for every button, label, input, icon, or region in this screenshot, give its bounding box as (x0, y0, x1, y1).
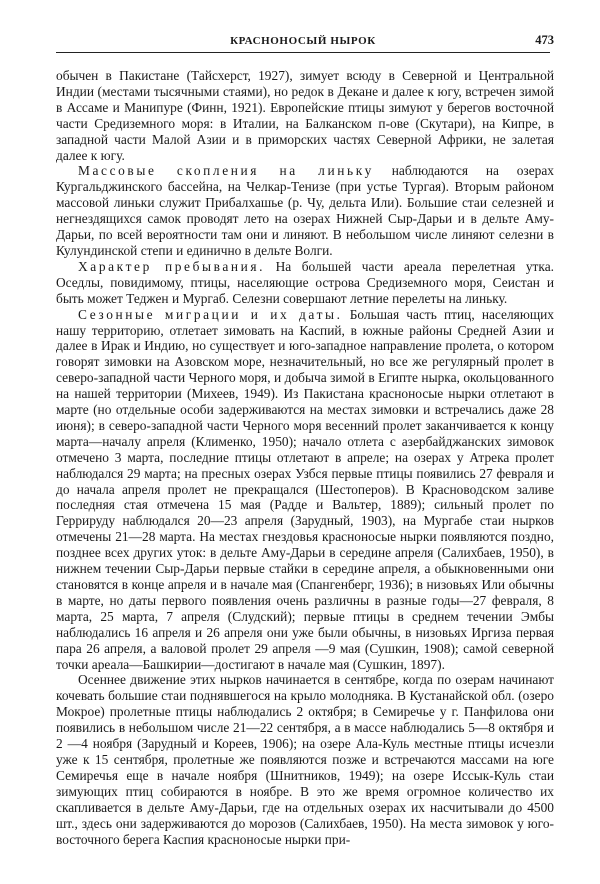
paragraph-text: Осеннее движение этих нырков начинается в сентябре, когда по озерам начинают кочевать большие стаи поднявшегося на крыло молодняка. В Кустанайской обл. (озеро Мокрое) пролетные птицы наблюдались 2 октября; в Семиречье у г. Панфилова они появились в небольшом числе 21—22 сентября, а в массе наблюдались 5—8 октября и 2 —4 ноября (Зарудный и Кореев, 1906); на озере Ала-Куль местные птицы исчезли уже к 15 сентября, пролетные же появляются позже и встречаются массами на юге Семиречья еще в начале ноября (Шнитников, 1949); на озере Иссык-Куль стаи зимующих птиц собираются в ноябре. В это же время огромное количество их скапливается в дельте Аму-Дарьи, где на отдельных озерах их насчитывали до 4500 шт., здесь они задерживаются до морозов (Салихбаев, 1950). На места зимовок у юго-восточного берега Каспия красноносые нырки при- (56, 672, 554, 847)
paragraph-migrations (56, 307, 554, 673)
paragraph-molting (56, 163, 554, 258)
page-header (56, 33, 554, 53)
section-lead: Характер пребывания. (78, 258, 266, 274)
section-lead: Сезонные миграции и их даты. (78, 306, 343, 322)
section-lead: Массовые скопления на линьку (78, 163, 374, 179)
paragraph-residency (56, 259, 554, 307)
page-number: 473 (535, 33, 554, 47)
paragraph-wintering (56, 68, 554, 163)
paragraph-autumn (56, 672, 554, 847)
paragraph-text: обычен в Пакистане (Тайсхерст, 1927), зимует всюду в Северной и Центральной Индии (местами тысячными стаями), но редок в Декане и далее к югу, встречен зимой в Ассаме и Манипуре (Финн, 1921). Европейские птицы зимуют у берегов восточной части Средиземного моря: в Италии, на Балканском п-ове (Скутари), на Кипре, в западной части Малой Азии и в приморских частях Северной Африки, не залетая далее к югу. (56, 68, 554, 163)
body-text (56, 68, 554, 847)
paragraph-text: Большая часть птиц, населяющих нашу территорию, отлетает зимовать на Каспий, в южные районы Средней Азии и далее в Ирак и Индию, но существует и юго-западное направление пролета, о котором говорят зимовки на Азовском море, незначительный, но все же регулярный пролет в северо-западной части Черного моря, и добыча зимой в Египте нырка, окольцованного на нашей территории (Михеев, 1949). Из Пакистана красноносые нырки отлетают в марте (но отдельные особи задерживаются на местах зимовки и встречались даже 28 июня); в северо-западной части Черного моря весенний пролет заканчивается к концу марта—началу апреля (Клименко, 1950); начало отлета с азербайджанских зимовок отмечено 3 марта, последние птицы отлетают в апреле; на озерах у Атрека пролет наблюдался 29 марта; на пресных озерах Узбся первые птицы появились 27 февраля и до начала апреля пролет не прекращался (Шестоперов). В Красноводском заливе последняя стая отмечена 15 мая (Радде и Вальтер, 1889); сильный пролет по Геррируду наблюдался 20—23 апреля (Зарудный, 1903), на Мургабе стаи нырков отмечены 21—28 марта. На местах гнездовья красноносые нырки появляются поздно, позднее всех других уток: в дельте Аму-Дарьи в середине апреля (Салихбаев, 1950), в нижнем течении Сыр-Дарьи первые стайки в середине апреля, а обыкновенными они становятся в конце апреля и в начале мая (Спангенберг, 1936); в низовьях Или обычны в марте, но даты первого появления очень различны в разные годы—27 февраля, 8 марта, 25 марта, 7 апреля (Слудский); первые птицы в среднем течении Эмбы наблюдались 16 апреля и 26 апреля они уже были обычны, в низовьях Иргиза первая пара 26 апреля, а валовой пролет 29 апреля —9 мая (Сушкин, 1908); самой северной точки ареала—Башкирии—достигают в начале мая (Сушкин, 1897). (56, 306, 554, 672)
running-title: КРАСНОНОСЫЙ НЫРОК (230, 35, 376, 47)
paragraph-text: На большей части ареала перелетная утка. Оседлы, повидимому, птицы, населяющие острова Средиземного моря, Сеистан и быть может Теджен и Мургаб. Селезни совершают летние перелеты на линьку. (56, 258, 554, 306)
paragraph-text: наблюдаются на озерах Кургальджинского бассейна, на Челкар-Тенизе (при устье Тургая). Вторым районом массовой линьки служит Прибалхашье (р. Чу, дельта Или). Большие стаи селезней и негнездящихся самок проводят лето на озерах Нижней Сыр-Дарьи и в дельте Аму-Дарьи, по всей вероятности там они и линяют. В небольшом числе линяют селезни в Кулундинской степи и единично в дельте Волги. (56, 163, 554, 258)
